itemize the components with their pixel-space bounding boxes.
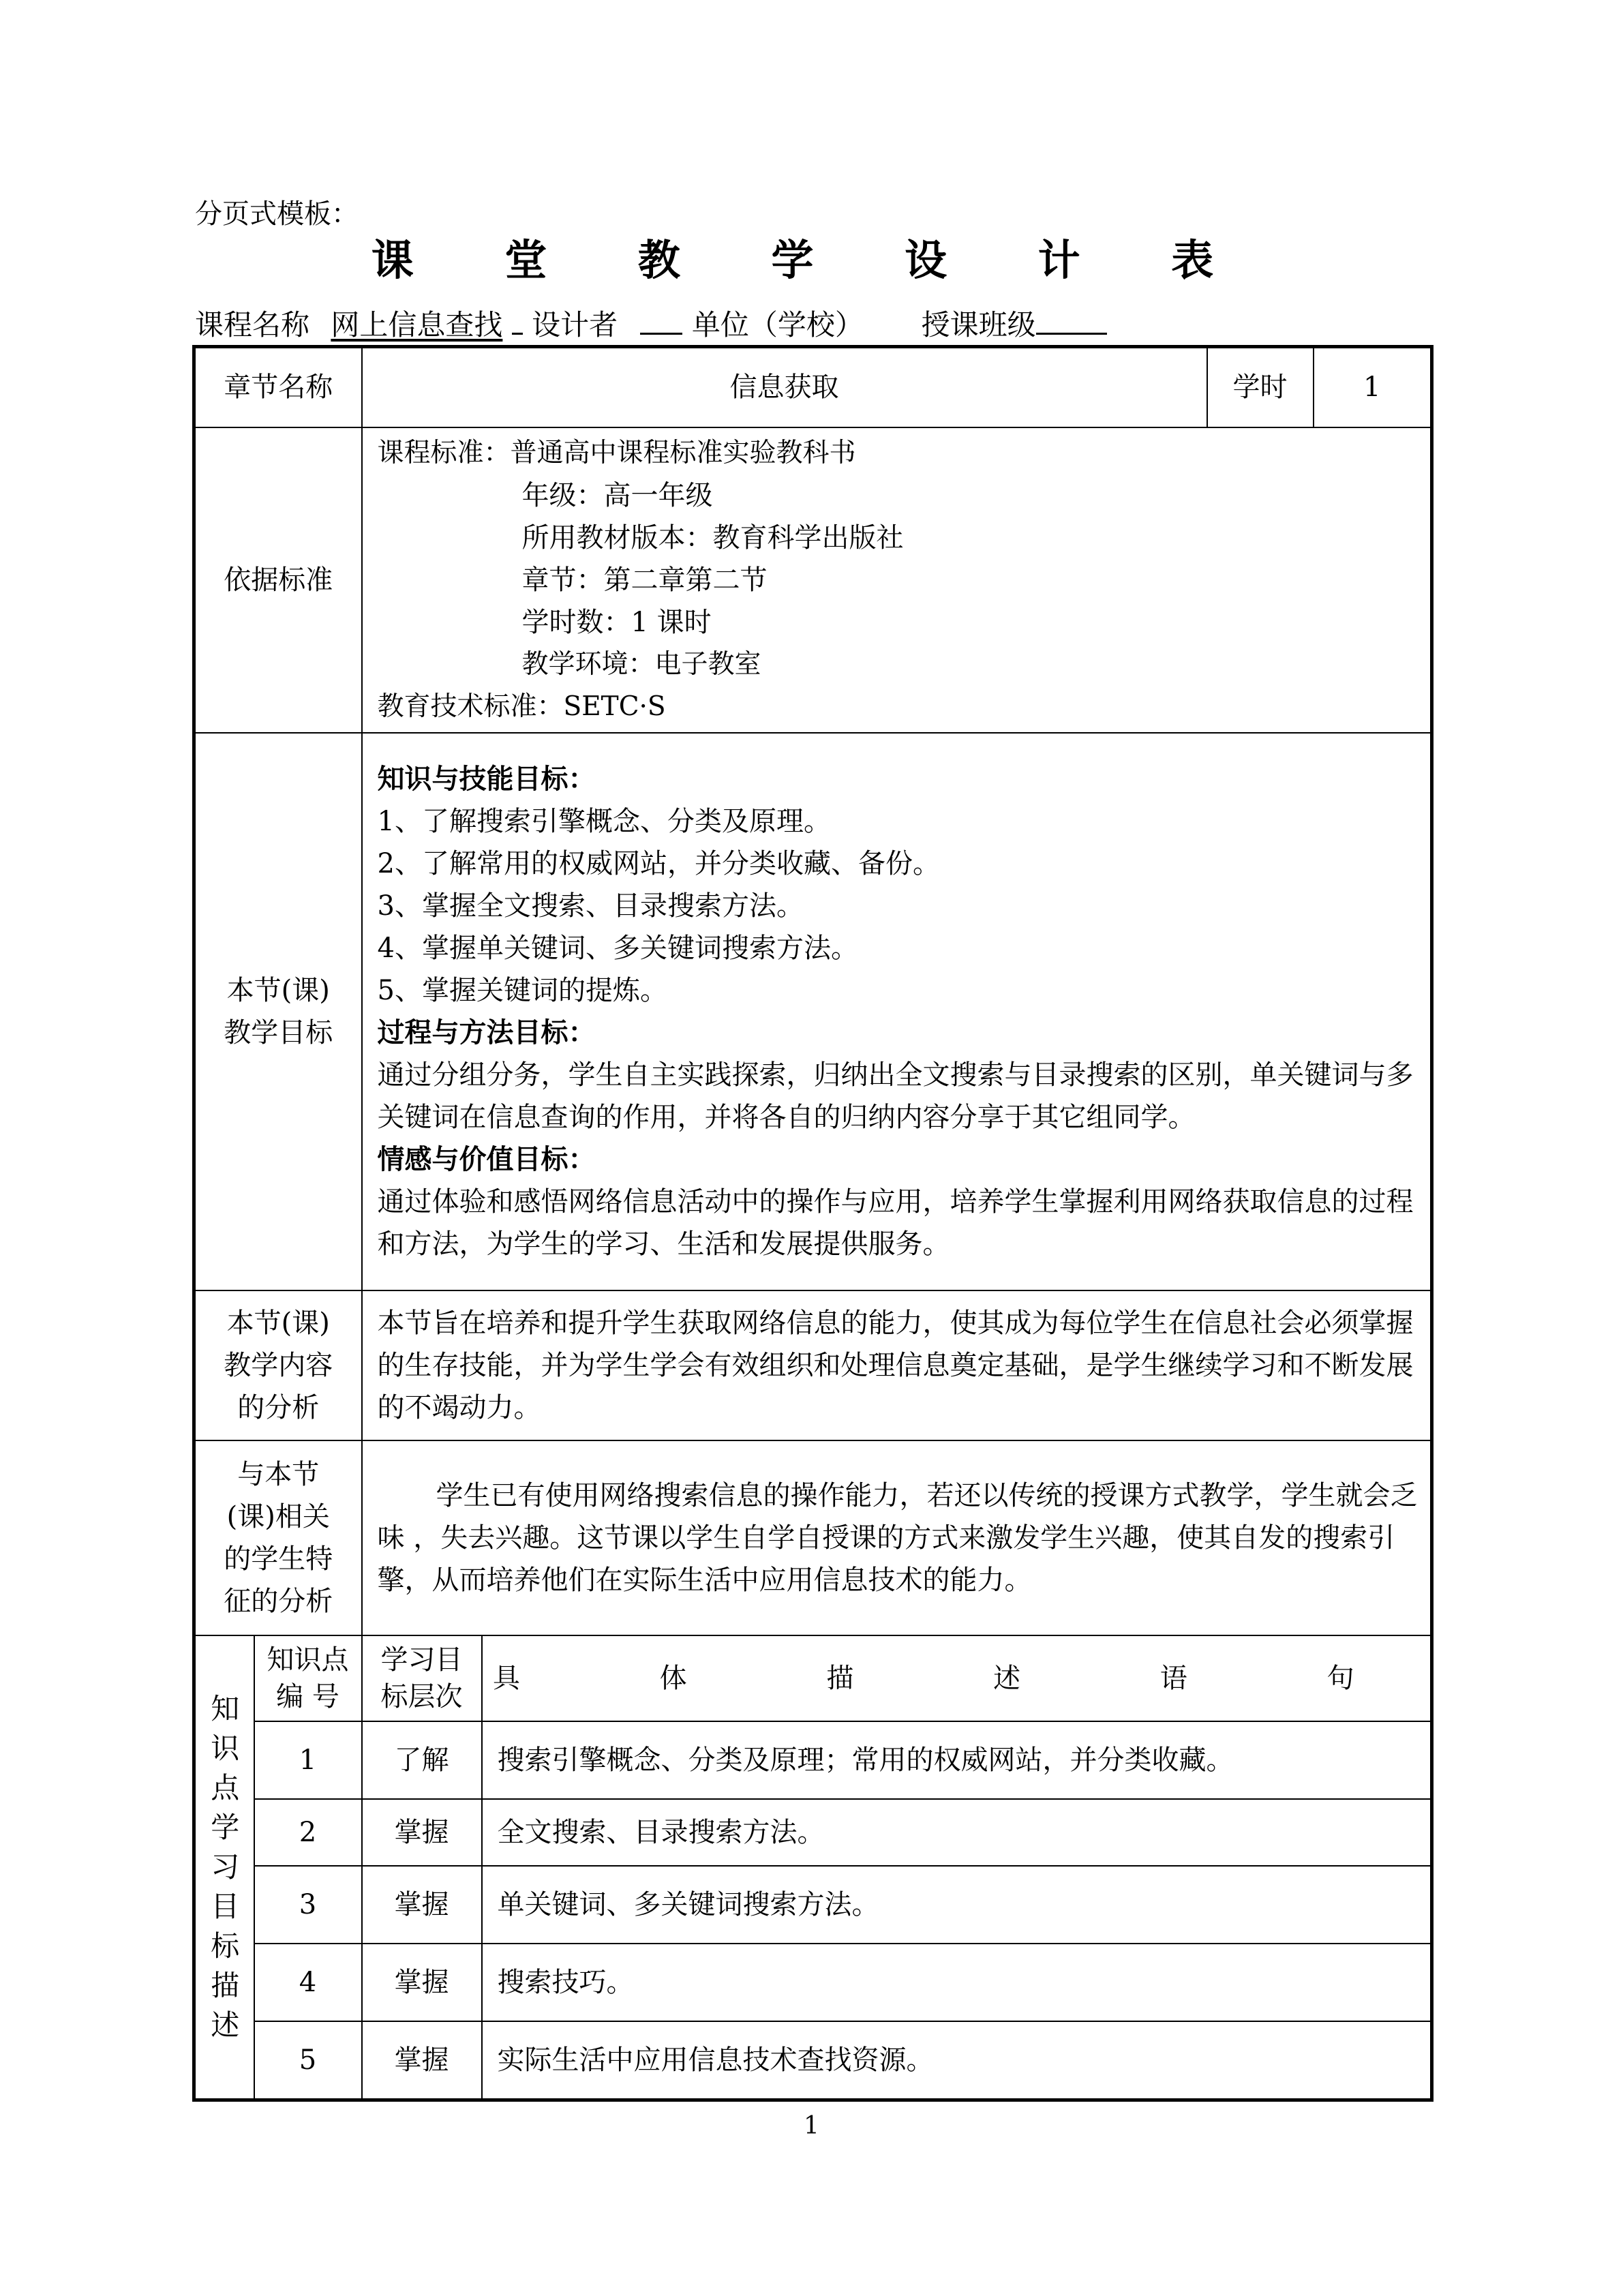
knowledge-heading: 知识与技能目标： <box>377 762 596 795</box>
course-info-line <box>195 303 1107 346</box>
kp-description: 搜索引擎概念、分类及原理；常用的权威网站，并分类收藏。 <box>482 1721 1432 1799</box>
teaching-environment: 教学环境：电子教室 <box>521 648 761 680</box>
kp-number: 5 <box>254 2021 362 2100</box>
student-analysis-label-line1: 与本节 <box>237 1458 320 1490</box>
knowledge-item: 3、掌握全文搜索、目录搜索方法。 <box>377 890 804 922</box>
kp-level: 掌握 <box>362 1799 482 1866</box>
knowledge-item: 2、了解常用的权威网站，并分类收藏、备份。 <box>377 847 940 879</box>
knowledge-point-row <box>194 1799 1432 1866</box>
template-label: 分页式模板： <box>195 198 359 230</box>
kp-number: 4 <box>254 1944 362 2021</box>
kp-level-header <box>362 1635 482 1721</box>
objectives-row <box>194 733 1432 1290</box>
kp-description: 实际生活中应用信息技术查找资源。 <box>482 2021 1432 2100</box>
student-analysis-label-line4: 征的分析 <box>224 1585 333 1617</box>
chapter-name-value: 信息获取 <box>362 347 1207 427</box>
content-analysis-label-line3: 的分析 <box>237 1391 320 1423</box>
hours-value: 1 <box>1314 347 1432 427</box>
kp-level: 掌握 <box>362 2021 482 2100</box>
kp-level: 了解 <box>362 1721 482 1799</box>
objectives-label-line1: 本节(课) <box>226 974 330 1006</box>
content-analysis-label-line1: 本节(课) <box>226 1307 330 1339</box>
knowledge-points-side-label <box>194 1635 254 2100</box>
course-standard: 课程标准：普通高中课程标准实验教科书 <box>377 437 856 468</box>
student-analysis-label <box>194 1440 362 1635</box>
knowledge-point-row <box>194 2021 1432 2100</box>
emotion-text: 通过体验和感悟网络信息活动中的操作与应用，培养学生掌握利用网络获取信息的过程和方法，为学生的学习、生活和发展提供服务。 <box>377 1185 1414 1260</box>
process-text: 通过分组分务，学生自主实践探索，归纳出全文搜索与目录搜索的区别，单关键词与多关键词在信息查询的作用，并将各自的归纳内容分享于其它组同学。 <box>377 1059 1414 1133</box>
page-number: 1 <box>804 2112 819 2140</box>
knowledge-point-row <box>194 1944 1432 2021</box>
objectives-label-line2: 教学目标 <box>224 1016 333 1048</box>
course-name-value: 网上信息查找 <box>331 308 503 342</box>
knowledge-points-header-row <box>194 1635 1432 1721</box>
student-analysis-row <box>194 1440 1432 1635</box>
textbook-version: 所用教材版本：教育科学出版社 <box>521 522 904 554</box>
kp-number-header <box>254 1635 362 1721</box>
kp-level-header-line1: 学习目 <box>380 1644 463 1676</box>
section: 章节：第二章第二节 <box>521 564 768 596</box>
chapter-name-label: 章节名称 <box>194 347 362 427</box>
kp-level: 掌握 <box>362 1866 482 1944</box>
hours-label: 学时 <box>1207 347 1314 427</box>
objectives-content <box>362 733 1432 1290</box>
student-analysis-label-line3: 的学生特 <box>224 1543 333 1575</box>
class-label: 授课班级 <box>921 308 1036 342</box>
unit-label: 单位（学校） <box>691 308 864 342</box>
basis-label: 依据标准 <box>194 427 362 733</box>
kp-level: 掌握 <box>362 1944 482 2021</box>
knowledge-point-row <box>194 1866 1432 1944</box>
knowledge-item: 1、了解搜索引擎概念、分类及原理。 <box>377 805 831 837</box>
knowledge-item: 5、掌握关键词的提炼。 <box>377 974 667 1006</box>
content-analysis-row <box>194 1290 1432 1440</box>
kp-number-header-line2: 编 号 <box>276 1680 339 1712</box>
kp-number: 2 <box>254 1799 362 1866</box>
lesson-design-table <box>192 345 1434 2102</box>
class-hours: 学时数：1 课时 <box>521 606 712 638</box>
basis-content <box>362 427 1432 733</box>
basis-row <box>194 427 1432 733</box>
objectives-label <box>194 733 362 1290</box>
kp-number-header-line1: 知识点 <box>267 1644 349 1676</box>
content-analysis-text: 本节旨在培养和提升学生获取网络信息的能力，使其成为每位学生在信息社会必须掌握的生存技能，并为学生学会有效组织和处理信息奠定基础，是学生继续学习和不断发展的不竭动力。 <box>362 1290 1432 1440</box>
kp-description-header: 具 体 描 述 语 句 <box>482 1635 1432 1721</box>
process-heading: 过程与方法目标： <box>377 1016 596 1048</box>
kp-description: 单关键词、多关键词搜索方法。 <box>482 1866 1432 1944</box>
document-title: 课 堂 教 学 设 计 表 <box>371 235 1252 285</box>
knowledge-item: 4、掌握单关键词、多关键词搜索方法。 <box>377 932 858 964</box>
designer-label: 设计者 <box>532 308 618 342</box>
grade: 年级：高一年级 <box>521 479 713 511</box>
kp-number: 1 <box>254 1721 362 1799</box>
class-blank <box>1036 303 1107 335</box>
content-analysis-label-line2: 教学内容 <box>224 1349 333 1381</box>
kp-description: 搜索技巧。 <box>482 1944 1432 2021</box>
content-analysis-label <box>194 1290 362 1440</box>
knowledge-points-side-text: 知识点学习目标描述 <box>211 1691 240 2042</box>
knowledge-point-row <box>194 1721 1432 1799</box>
student-analysis-text: 学生已有使用网络搜索信息的操作能力，若还以传统的授课方式教学，学生就会乏味 ，失去兴趣。这节课以学生自学自授课的方式来激发学生兴趣，使其自发的搜索引擎，从而培养他们在实际生活中应用信息技术的能力。 <box>362 1440 1432 1635</box>
designer-blank <box>640 303 682 335</box>
chapter-row <box>194 347 1432 427</box>
kp-description: 全文搜索、目录搜索方法。 <box>482 1799 1432 1866</box>
kp-number: 3 <box>254 1866 362 1944</box>
tech-standard: 教育技术标准：SETC·S <box>377 691 666 722</box>
emotion-heading: 情感与价值目标： <box>377 1143 596 1175</box>
kp-level-header-line2: 标层次 <box>380 1680 463 1712</box>
course-name-label: 课程名称 <box>195 308 310 342</box>
student-analysis-label-line2: (课)相关 <box>226 1500 330 1532</box>
